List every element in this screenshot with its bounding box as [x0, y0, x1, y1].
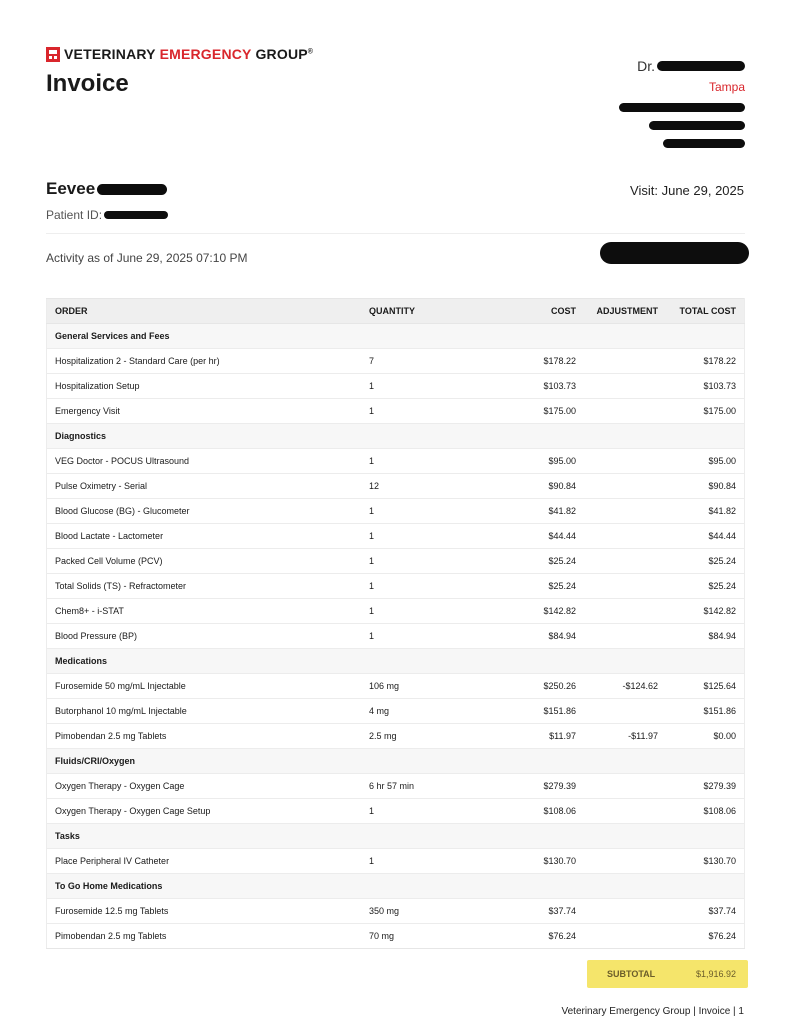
table-row — [47, 474, 745, 499]
cell-total: $178.22 — [666, 349, 745, 374]
category-label: General Services and Fees — [47, 324, 745, 349]
cell-adjustment — [584, 699, 666, 724]
cell-order: Furosemide 12.5 mg Tablets — [47, 899, 362, 924]
cell-adjustment — [584, 574, 666, 599]
cell-order: Hospitalization 2 - Standard Care (per hr) — [47, 349, 362, 374]
cell-quantity: 12 — [361, 474, 504, 499]
table-row — [47, 674, 745, 699]
doctor-info — [619, 58, 745, 148]
cell-adjustment — [584, 349, 666, 374]
cell-cost: $25.24 — [504, 574, 584, 599]
cell-quantity: 1 — [361, 499, 504, 524]
clinic-location: Tampa — [708, 80, 745, 94]
cell-order: Oxygen Therapy - Oxygen Cage — [47, 774, 362, 799]
table-header-row — [47, 299, 745, 324]
cell-adjustment — [584, 399, 666, 424]
col-quantity: QUANTITY — [361, 299, 504, 324]
redaction-mark — [619, 103, 745, 112]
cell-adjustment — [584, 624, 666, 649]
table-row — [47, 624, 745, 649]
redaction-mark — [657, 61, 745, 71]
subtotal-label: SUBTOTAL — [607, 969, 656, 979]
category-label: Tasks — [47, 824, 745, 849]
cell-total: $0.00 — [666, 724, 745, 749]
cell-quantity: 1 — [361, 449, 504, 474]
subtotal-box — [587, 960, 748, 988]
cell-cost: $142.82 — [504, 599, 584, 624]
table-row — [47, 374, 745, 399]
cell-quantity: 1 — [361, 374, 504, 399]
cell-adjustment: -$11.97 — [584, 724, 666, 749]
cell-adjustment — [584, 899, 666, 924]
cell-cost: $178.22 — [504, 349, 584, 374]
cell-cost: $151.86 — [504, 699, 584, 724]
category-row — [47, 649, 745, 674]
cell-cost: $175.00 — [504, 399, 584, 424]
table-row — [47, 699, 745, 724]
cell-order: Total Solids (TS) - Refractometer — [47, 574, 362, 599]
category-row — [47, 749, 745, 774]
cell-total: $142.82 — [666, 599, 745, 624]
cell-total: $95.00 — [666, 449, 745, 474]
cell-total: $76.24 — [666, 924, 745, 949]
cell-total: $44.44 — [666, 524, 745, 549]
cell-adjustment — [584, 499, 666, 524]
table-row — [47, 849, 745, 874]
redaction-mark — [600, 242, 749, 264]
cell-total: $25.24 — [666, 574, 745, 599]
cell-total: $90.84 — [666, 474, 745, 499]
cell-total: $279.39 — [666, 774, 745, 799]
cell-order: Blood Pressure (BP) — [47, 624, 362, 649]
doctor-name: Dr. — [619, 58, 745, 74]
cell-total: $130.70 — [666, 849, 745, 874]
category-label: Fluids/CRI/Oxygen — [47, 749, 745, 774]
table-row — [47, 899, 745, 924]
table-row — [47, 349, 745, 374]
category-label: Diagnostics — [47, 424, 745, 449]
cell-total: $151.86 — [666, 699, 745, 724]
cell-order: Pimobendan 2.5 mg Tablets — [47, 924, 362, 949]
cell-total: $108.06 — [666, 799, 745, 824]
cell-adjustment — [584, 924, 666, 949]
cell-order: Blood Lactate - Lactometer — [47, 524, 362, 549]
cell-adjustment — [584, 374, 666, 399]
table-row — [47, 599, 745, 624]
cell-quantity: 106 mg — [361, 674, 504, 699]
cell-order: Place Peripheral IV Catheter — [47, 849, 362, 874]
cell-order: Hospitalization Setup — [47, 374, 362, 399]
logo-wordmark: VETERINARY EMERGENCY GROUP® — [64, 46, 314, 62]
redaction-mark — [649, 121, 745, 130]
invoice-table — [46, 298, 745, 949]
cell-quantity: 1 — [361, 849, 504, 874]
cell-quantity: 1 — [361, 549, 504, 574]
cell-adjustment — [584, 849, 666, 874]
cell-total: $37.74 — [666, 899, 745, 924]
divider — [46, 233, 745, 234]
category-label: To Go Home Medications — [47, 874, 745, 899]
cell-adjustment — [584, 474, 666, 499]
redaction-mark — [104, 211, 168, 219]
cell-quantity: 7 — [361, 349, 504, 374]
cell-adjustment — [584, 524, 666, 549]
cell-cost: $41.82 — [504, 499, 584, 524]
cell-cost: $44.44 — [504, 524, 584, 549]
col-total: TOTAL COST — [666, 299, 745, 324]
cell-adjustment — [584, 774, 666, 799]
table-row — [47, 774, 745, 799]
cell-quantity: 1 — [361, 624, 504, 649]
table-row — [47, 799, 745, 824]
cell-total: $41.82 — [666, 499, 745, 524]
table-row — [47, 924, 745, 949]
cell-cost: $103.73 — [504, 374, 584, 399]
cell-adjustment — [584, 799, 666, 824]
cell-total: $125.64 — [666, 674, 745, 699]
page-footer: Veterinary Emergency Group | Invoice | 1 — [561, 1006, 744, 1017]
cell-order: Blood Glucose (BG) - Glucometer — [47, 499, 362, 524]
cell-quantity: 1 — [361, 399, 504, 424]
cell-cost: $95.00 — [504, 449, 584, 474]
cell-cost: $130.70 — [504, 849, 584, 874]
redaction-mark — [663, 139, 745, 148]
cell-cost: $37.74 — [504, 899, 584, 924]
page-title: Invoice — [46, 70, 129, 97]
cell-order: Pimobendan 2.5 mg Tablets — [47, 724, 362, 749]
visit-date: Visit: June 29, 2025 — [630, 183, 744, 198]
category-row — [47, 874, 745, 899]
cell-total: $84.94 — [666, 624, 745, 649]
cell-adjustment — [584, 549, 666, 574]
cell-quantity: 1 — [361, 799, 504, 824]
cell-order: Furosemide 50 mg/mL Injectable — [47, 674, 362, 699]
col-cost: COST — [504, 299, 584, 324]
company-logo — [46, 46, 313, 62]
category-row — [47, 324, 745, 349]
veg-logo-icon — [46, 47, 60, 62]
cell-cost: $90.84 — [504, 474, 584, 499]
col-order: ORDER — [47, 299, 362, 324]
cell-cost: $108.06 — [504, 799, 584, 824]
table-row — [47, 724, 745, 749]
cell-order: VEG Doctor - POCUS Ultrasound — [47, 449, 362, 474]
table-row — [47, 574, 745, 599]
patient-id: Patient ID: — [46, 208, 168, 222]
col-adjustment: ADJUSTMENT — [584, 299, 666, 324]
cell-quantity: 1 — [361, 599, 504, 624]
table-row — [47, 499, 745, 524]
cell-order: Chem8+ - i-STAT — [47, 599, 362, 624]
cell-quantity: 350 mg — [361, 899, 504, 924]
cell-order: Pulse Oximetry - Serial — [47, 474, 362, 499]
cell-order: Butorphanol 10 mg/mL Injectable — [47, 699, 362, 724]
redaction-mark — [97, 184, 167, 195]
cell-cost: $84.94 — [504, 624, 584, 649]
subtotal-value: $1,916.92 — [695, 969, 736, 979]
cell-cost: $25.24 — [504, 549, 584, 574]
category-row — [47, 424, 745, 449]
cell-cost: $76.24 — [504, 924, 584, 949]
cell-quantity: 1 — [361, 574, 504, 599]
cell-adjustment: -$124.62 — [584, 674, 666, 699]
cell-quantity: 4 mg — [361, 699, 504, 724]
activity-timestamp: Activity as of June 29, 2025 07:10 PM — [46, 251, 248, 265]
cell-cost: $250.26 — [504, 674, 584, 699]
table-row — [47, 524, 745, 549]
cell-total: $25.24 — [666, 549, 745, 574]
category-label: Medications — [47, 649, 745, 674]
cell-quantity: 70 mg — [361, 924, 504, 949]
table-row — [47, 549, 745, 574]
cell-cost: $279.39 — [504, 774, 584, 799]
cell-order: Emergency Visit — [47, 399, 362, 424]
cell-quantity: 1 — [361, 524, 504, 549]
cell-total: $175.00 — [666, 399, 745, 424]
patient-name: Eevee — [46, 179, 167, 199]
category-row — [47, 824, 745, 849]
cell-cost: $11.97 — [504, 724, 584, 749]
table-row — [47, 449, 745, 474]
cell-quantity: 6 hr 57 min — [361, 774, 504, 799]
cell-order: Packed Cell Volume (PCV) — [47, 549, 362, 574]
table-row — [47, 399, 745, 424]
cell-total: $103.73 — [666, 374, 745, 399]
cell-adjustment — [584, 449, 666, 474]
cell-adjustment — [584, 599, 666, 624]
cell-order: Oxygen Therapy - Oxygen Cage Setup — [47, 799, 362, 824]
cell-quantity: 2.5 mg — [361, 724, 504, 749]
